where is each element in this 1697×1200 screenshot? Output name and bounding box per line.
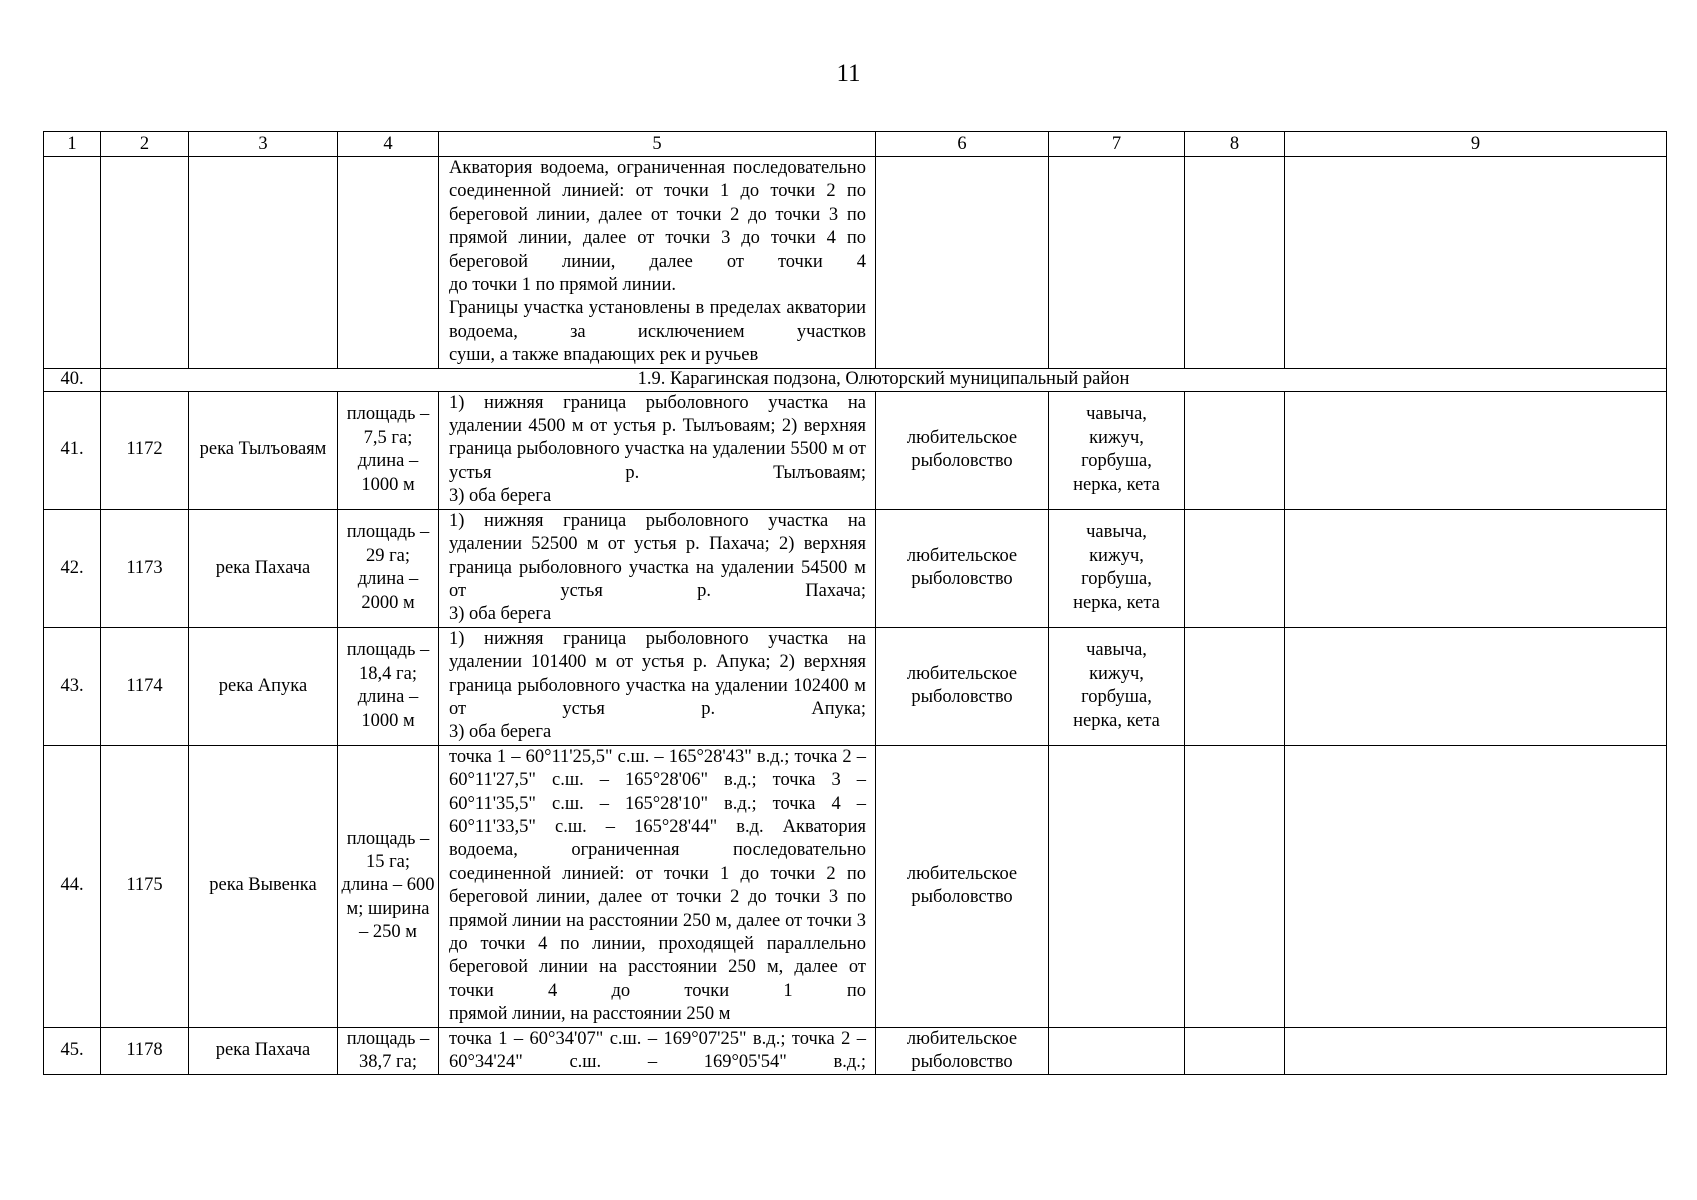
- area-size: площадь – 38,7 га;: [338, 1027, 439, 1075]
- description-paragraph: 1) нижняя граница рыболовного участка на удалении 101400 м от устья р. Апука; 2) верхняя граница рыболовного участка на удалении 102400 м от устья р. Апука;: [449, 628, 866, 719]
- column-8-cell: [1185, 1027, 1285, 1075]
- description-paragraph: точка 1 – 60°11'25,5" с.ш. – 165°28'43" в.д.; точка 2 – 60°11'27,5" с.ш. – 165°28'06" в.д.; точка 3 – 60°11'35,5" с.ш. – 165°28'10" в.д.; точка 4 – 60°11'33,5" с.ш. – 165°28'44" в.д. Акватория водоема, ограниченная последовательно соединенной линией: от точки 1 до точки 2 по береговой линии, далее от точки 2 до точки 3 по прямой линии на расстоянии 250 м, далее от точки 3 до точки 4 по линии, проходящей параллельно береговой линии на расстоянии 250 м, далее от точки 4 до точки 1 по: [449, 746, 866, 1001]
- continuation-row: [44, 157, 1667, 369]
- column-9-cell: [1285, 627, 1667, 745]
- empty-cell: [101, 157, 189, 369]
- area-code: 1178: [101, 1027, 189, 1075]
- boundary-description: [439, 391, 876, 509]
- area-code: 1172: [101, 391, 189, 509]
- water-body-name: река Пахача: [189, 509, 338, 627]
- header-row: [44, 132, 1667, 157]
- column-9-cell: [1285, 391, 1667, 509]
- header-cell: 1: [44, 132, 101, 157]
- fishing-purpose: любительское рыболовство: [876, 509, 1049, 627]
- water-body-name: река Тылъоваям: [189, 391, 338, 509]
- description-paragraph-end: 3) оба берега: [449, 722, 552, 743]
- header-cell: 6: [876, 132, 1049, 157]
- description-paragraph: 1) нижняя граница рыболовного участка на удалении 52500 м от устья р. Пахача; 2) верхняя граница рыболовного участка на удалении 54500 м от устья р. Пахача;: [449, 510, 866, 601]
- area-code: 1175: [101, 745, 189, 1027]
- fish-species: чавыча, кижуч, горбуша, нерка, кета: [1049, 509, 1185, 627]
- area-code: 1173: [101, 509, 189, 627]
- subzone-row: [44, 368, 1667, 391]
- row-number: 44.: [44, 745, 101, 1027]
- table-row: [44, 1027, 1667, 1075]
- column-9-cell: [1285, 745, 1667, 1027]
- fish-species: чавыча, кижуч, горбуша, нерка, кета: [1049, 627, 1185, 745]
- description-paragraph-end: 3) оба берега: [449, 604, 552, 625]
- column-9-cell: [1285, 1027, 1667, 1075]
- column-8-cell: [1185, 745, 1285, 1027]
- fishing-purpose: любительское рыболовство: [876, 1027, 1049, 1075]
- fish-species: чавыча, кижуч, горбуша, нерка, кета: [1049, 391, 1185, 509]
- area-size: площадь – 15 га; длина – 600 м; ширина – 250 м: [338, 745, 439, 1027]
- subzone-title: 1.9. Карагинская подзона, Олюторский муниципальный район: [101, 368, 1667, 391]
- boundary-description: [439, 157, 876, 369]
- fish-species: [1049, 1027, 1185, 1075]
- row-number: 41.: [44, 391, 101, 509]
- water-body-name: река Вывенка: [189, 745, 338, 1027]
- fishing-purpose: любительское рыболовство: [876, 745, 1049, 1027]
- header-cell: 2: [101, 132, 189, 157]
- boundary-description: [439, 1027, 876, 1075]
- boundary-description: [439, 627, 876, 745]
- empty-cell: [1285, 157, 1667, 369]
- page-number: 11: [836, 60, 861, 87]
- empty-cell: [876, 157, 1049, 369]
- boundary-description: [439, 745, 876, 1027]
- row-number: 43.: [44, 627, 101, 745]
- description-paragraph: Акватория водоема, ограниченная последовательно соединенной линией: от точки 1 до точки 2 по береговой линии, далее от точки 2 до точки 3 по прямой линии, далее от точки 3 до точки 4 по береговой линии, далее от точки 4: [449, 158, 866, 272]
- empty-cell: [1185, 157, 1285, 369]
- header-cell: 4: [338, 132, 439, 157]
- column-8-cell: [1185, 509, 1285, 627]
- header-cell: 5: [439, 132, 876, 157]
- fish-species: [1049, 745, 1185, 1027]
- fishing-purpose: любительское рыболовство: [876, 627, 1049, 745]
- table-row: [44, 627, 1667, 745]
- description-paragraph-end: суши, а также впадающих рек и ручьев: [449, 345, 759, 366]
- table-row: [44, 745, 1667, 1027]
- description-paragraph-end: 3) оба берега: [449, 486, 552, 507]
- column-9-cell: [1285, 509, 1667, 627]
- boundary-description: [439, 509, 876, 627]
- header-cell: 7: [1049, 132, 1185, 157]
- table-row: [44, 509, 1667, 627]
- description-paragraph: точка 1 – 60°34'07" с.ш. – 169°07'25" в.д.; точка 2 – 60°34'24" с.ш. – 169°05'54" в.д.;: [449, 1028, 866, 1073]
- empty-cell: [338, 157, 439, 369]
- row-number: 40.: [44, 368, 101, 391]
- area-size: площадь – 7,5 га; длина – 1000 м: [338, 391, 439, 509]
- row-number: 45.: [44, 1027, 101, 1075]
- water-body-name: река Апука: [189, 627, 338, 745]
- header-cell: 8: [1185, 132, 1285, 157]
- description-paragraph-end: прямой линии, на расстоянии 250 м: [449, 1004, 731, 1025]
- area-size: площадь – 18,4 га; длина – 1000 м: [338, 627, 439, 745]
- empty-cell: [1049, 157, 1185, 369]
- empty-cell: [189, 157, 338, 369]
- description-paragraph: Границы участка установлены в пределах акватории водоема, за исключением участков: [449, 298, 866, 342]
- area-size: площадь – 29 га; длина – 2000 м: [338, 509, 439, 627]
- column-8-cell: [1185, 627, 1285, 745]
- fishing-areas-table: [43, 131, 1667, 1075]
- description-paragraph-end: до точки 1 по прямой линии.: [449, 275, 676, 296]
- header-cell: 9: [1285, 132, 1667, 157]
- column-8-cell: [1185, 391, 1285, 509]
- table-row: [44, 391, 1667, 509]
- water-body-name: река Пахача: [189, 1027, 338, 1075]
- description-paragraph: 1) нижняя граница рыболовного участка на удалении 4500 м от устья р. Тылъоваям; 2) верхняя граница рыболовного участка на удалении 5500 м от устья р. Тылъоваям;: [449, 392, 866, 483]
- row-number: 42.: [44, 509, 101, 627]
- area-code: 1174: [101, 627, 189, 745]
- fishing-purpose: любительское рыболовство: [876, 391, 1049, 509]
- empty-cell: [44, 157, 101, 369]
- header-cell: 3: [189, 132, 338, 157]
